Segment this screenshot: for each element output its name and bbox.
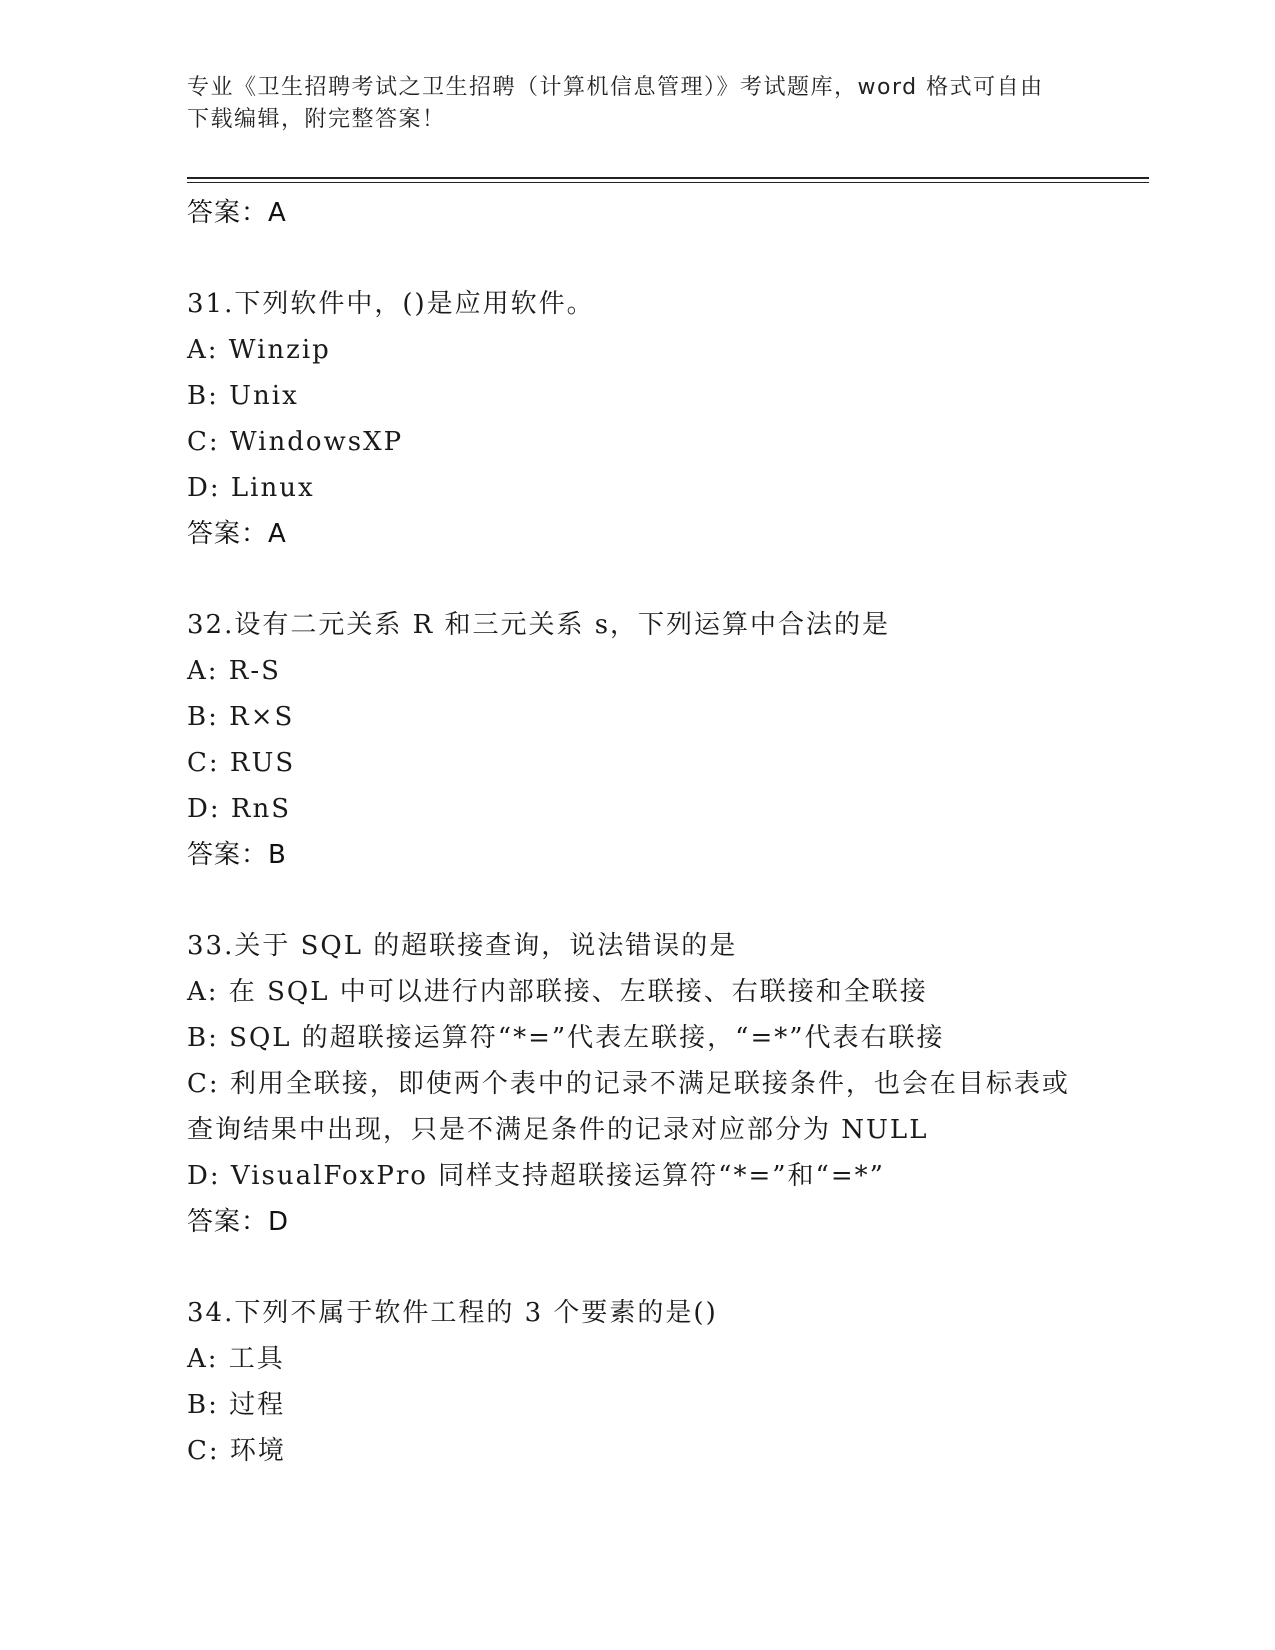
option-c: C: RUS	[187, 748, 296, 778]
option-a: A: R-S	[187, 656, 281, 686]
question-stem: 33.关于 SQL 的超联接查询，说法错误的是	[187, 931, 738, 961]
question-33	[187, 923, 1087, 1245]
question-list	[187, 190, 1087, 1474]
option-b: B: SQL 的超联接运算符“*=”代表左联接，“=*”代表右联接	[187, 1023, 945, 1053]
option-d: D: Linux	[187, 473, 315, 503]
question-stem: 34.下列不属于软件工程的 3 个要素的是()	[187, 1298, 718, 1328]
option-c: C: 利用全联接，即使两个表中的记录不满足联接条件，也会在目标表或查询结果中出现，只是不满足条件的记录对应部分为 NULL	[187, 1069, 1070, 1145]
header-divider-thick	[187, 177, 1149, 179]
option-c: C: WindowsXP	[187, 427, 404, 457]
option-b: B: 过程	[187, 1390, 286, 1420]
question-32	[187, 602, 1087, 878]
option-a: A: Winzip	[187, 335, 331, 365]
option-a: A: 工具	[187, 1344, 285, 1374]
option-b: B: R×S	[187, 702, 295, 732]
document-header: 专业《卫生招聘考试之卫生招聘（计算机信息管理）》考试题库，word 格式可自由下载编辑，附完整答案！	[187, 75, 1044, 132]
answer-line: 答案：A	[187, 519, 287, 549]
question-34	[187, 1290, 1087, 1474]
option-d: D: VisualFoxPro 同样支持超联接运算符“*=”和“=*”	[187, 1161, 885, 1191]
option-d: D: RnS	[187, 794, 292, 824]
header-divider-thin	[187, 182, 1149, 183]
question-31	[187, 281, 1087, 557]
option-a: A: 在 SQL 中可以进行内部联接、左联接、右联接和全联接	[187, 977, 928, 1007]
option-b: B: Unix	[187, 381, 299, 411]
question-stem: 32.设有二元关系 R 和三元关系 s，下列运算中合法的是	[187, 610, 891, 640]
question-stem: 31.下列软件中，()是应用软件。	[187, 289, 595, 319]
answer-line: 答案：A	[187, 198, 287, 228]
answer-line: 答案：B	[187, 840, 287, 870]
option-c: C: 环境	[187, 1436, 286, 1466]
answer-line: 答案：D	[187, 1207, 290, 1237]
